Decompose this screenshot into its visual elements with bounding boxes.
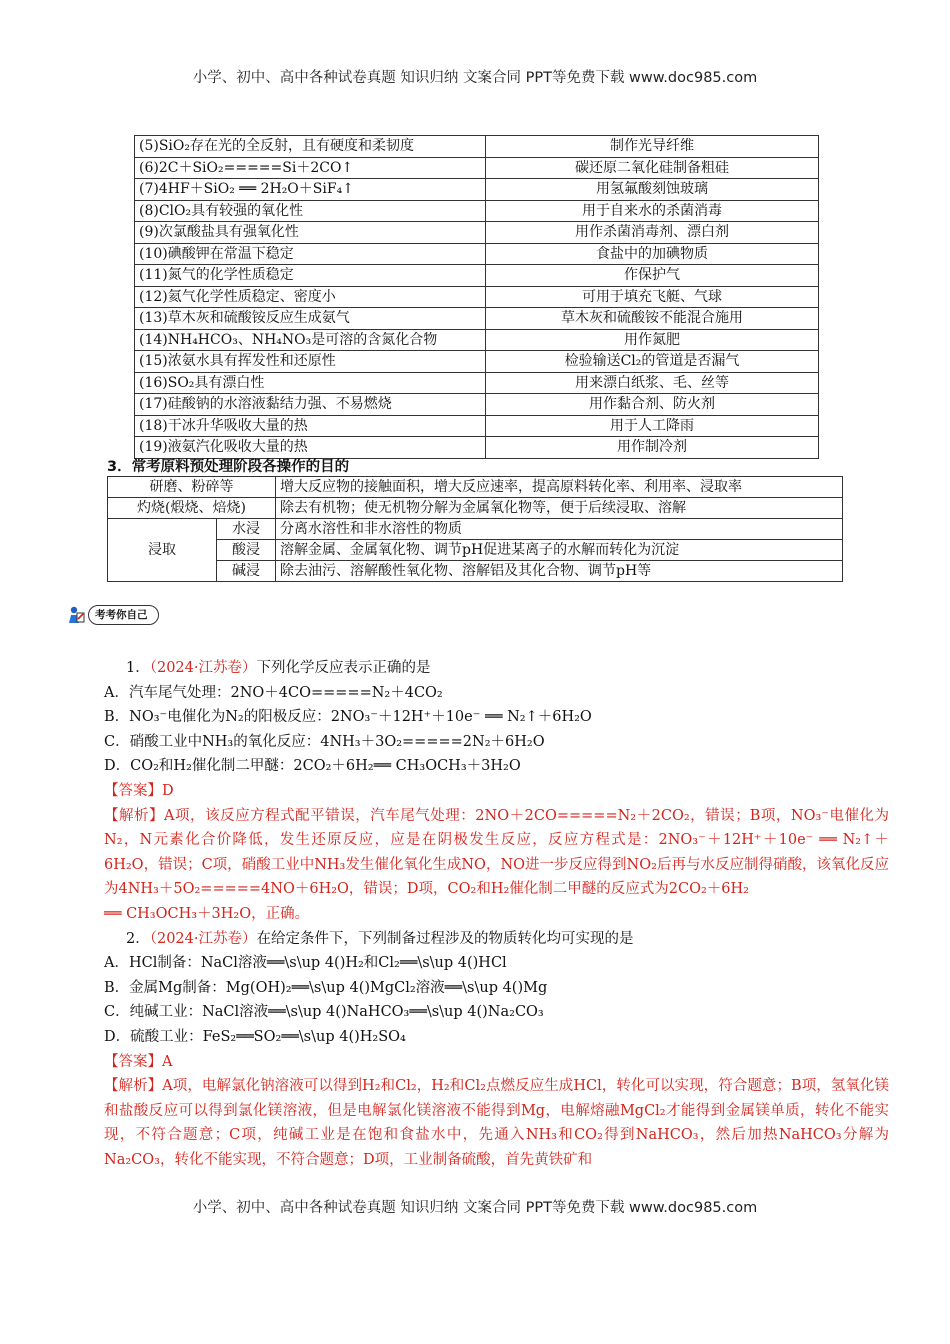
t2-val-acid: 溶解金属、金属氧化物、调节pH促进某离子的水解而转化为沉淀 [276, 540, 843, 561]
t2-val-water: 分离水溶性和非水溶性的物质 [276, 519, 843, 540]
property-cell: (7)4HF＋SiO₂ ══ 2H₂O＋SiF₄↑ [135, 179, 486, 201]
q2-number: 2． [126, 930, 150, 947]
property-cell: (15)浓氨水具有挥发性和还原性 [135, 351, 486, 373]
use-cell: 作保护气 [486, 265, 819, 287]
t2-val-roasting: 除去有机物；使无机物分解为金属氧化物等，便于后续浸取、溶解 [276, 498, 843, 519]
t2-sub-alkali: 碱浸 [217, 561, 276, 582]
use-cell: 用作黏合剂、防火剂 [486, 394, 819, 416]
property-row [135, 308, 819, 330]
q2-question: 在给定条件下，下列制备过程涉及的物质转化均可实现的是 [256, 930, 634, 947]
property-row [135, 372, 819, 394]
property-cell: (9)次氯酸盐具有强氧化性 [135, 222, 486, 244]
properties-uses-table [134, 135, 819, 459]
property-row [135, 222, 819, 244]
property-cell: (14)NH₄HCO₃、NH₄NO₃是可溶的含氮化合物 [135, 329, 486, 351]
property-row [135, 351, 819, 373]
t2-key-roasting: 灼烧(煅烧、焙烧) [108, 498, 276, 519]
property-cell: (11)氮气的化学性质稳定 [135, 265, 486, 287]
student-writing-icon [66, 605, 86, 625]
q1-analysis-end: ══ CH₃OCH₃＋3H₂O，正确。 [104, 905, 310, 922]
q1-question: 下列化学反应表示正确的是 [256, 660, 431, 676]
t2-sub-acid: 酸浸 [217, 540, 276, 561]
property-row [135, 329, 819, 351]
property-cell: (13)草木灰和硫酸铵反应生成氨气 [135, 308, 486, 330]
q2-source: （2024·江苏卷） [149, 930, 257, 947]
property-row [135, 179, 819, 201]
q1-stem [104, 656, 889, 681]
property-cell: (18)干冰升华吸收大量的热 [135, 415, 486, 437]
q1-option-c: C．硝酸工业中NH₃的氧化反应：4NH₃＋3O₂=====2N₂＋6H₂O [104, 733, 545, 750]
self-test-label: 考考你自己 [88, 605, 159, 625]
property-cell: (10)碘酸钾在常温下稳定 [135, 243, 486, 265]
self-test-badge [66, 604, 159, 626]
page-footer: 小学、初中、高中各种试卷真题 知识归纳 文案合同 PPT等免费下载 www.doc985.com [192, 1200, 758, 1216]
q2-stem [104, 927, 889, 952]
property-row [135, 394, 819, 416]
q2-option-d: D．硫酸工业：FeS₂══SO₂══\s\up 4()H₂SO₄ [104, 1028, 406, 1045]
property-cell: (8)ClO₂具有较强的氧化性 [135, 200, 486, 222]
property-cell: (12)氦气化学性质稳定、密度小 [135, 286, 486, 308]
property-cell: (16)SO₂具有漂白性 [135, 372, 486, 394]
use-cell: 检验输送Cl₂的管道是否漏气 [486, 351, 819, 373]
q1-number: 1． [126, 660, 150, 676]
use-cell: 用来漂白纸浆、毛、丝等 [486, 372, 819, 394]
property-row [135, 243, 819, 265]
t2-key-grinding: 研磨、粉碎等 [108, 477, 276, 498]
q1-option-d: D．CO₂和H₂催化制二甲醚：2CO₂＋6H₂══ CH₃OCH₃＋3H₂O [104, 758, 521, 775]
property-row [135, 157, 819, 179]
q1-option-b: B．NO₃⁻电催化为N₂的阳极反应：2NO₃⁻＋12H⁺＋10e⁻ ══ N₂↑＋6H₂O [104, 709, 592, 726]
use-cell: 用于自来水的杀菌消毒 [486, 200, 819, 222]
use-cell: 用氢氟酸刻蚀玻璃 [486, 179, 819, 201]
q1-option-a: A．汽车尾气处理：2NO＋4CO=====N₂＋4CO₂ [104, 684, 443, 701]
property-cell: (5)SiO₂存在光的全反射，且有硬度和柔韧度 [135, 136, 486, 158]
property-cell: (6)2C＋SiO₂=====Si＋2CO↑ [135, 157, 486, 179]
q1-source: （2024·江苏卷） [149, 660, 257, 676]
q1-answer: 【答案】D [104, 782, 174, 799]
pretreatment-table [107, 476, 843, 582]
property-row [135, 200, 819, 222]
property-row [135, 136, 819, 158]
q2-option-c: C．纯碱工业：NaCl溶液══\s\up 4()NaHCO₃══\s\up 4()Na₂CO₃ [104, 1004, 544, 1021]
q2-analysis: 【解析】A项，电解氯化钠溶液可以得到H₂和Cl₂，H₂和Cl₂点燃反应生成HCl，转化可以实现，符合题意；B项，氢氧化镁和盐酸反应可以得到氯化镁溶液，但是电解氯化镁溶液不能得到Mg，电解熔融MgCl₂才能得到金属镁单质，转化不能实现，不符合题意；C项，纯碱工业是在饱和食盐水中，先通入NH₃和CO₂得到NaHCO₃，然后加热NaHCO₃分解为Na₂CO₃，转化不能实现，不符合题意；D项，工业制备硫酸，首先黄铁矿和 [104, 1078, 889, 1168]
section-3-title: 3．常考原料预处理阶段各操作的目的 [107, 459, 350, 475]
use-cell: 碳还原二氧化硅制备粗硅 [486, 157, 819, 179]
exercises [104, 656, 889, 1172]
use-cell: 食盐中的加碘物质 [486, 243, 819, 265]
use-cell: 可用于填充飞艇、气球 [486, 286, 819, 308]
t2-val-alkali: 除去油污、溶解酸性氧化物、溶解铝及其化合物、调节pH等 [276, 561, 843, 582]
property-row [135, 286, 819, 308]
use-cell: 用作氮肥 [486, 329, 819, 351]
t2-val-grinding: 增大反应物的接触面积，增大反应速率，提高原料转化率、利用率、浸取率 [276, 477, 843, 498]
use-cell: 用作制冷剂 [486, 437, 819, 459]
q2-option-b: B．金属Mg制备：Mg(OH)₂══\s\up 4()MgCl₂溶液══\s\up 4()Mg [104, 979, 548, 996]
t2-sub-water: 水浸 [217, 519, 276, 540]
use-cell: 制作光导纤维 [486, 136, 819, 158]
property-row [135, 415, 819, 437]
use-cell: 用作杀菌消毒剂、漂白剂 [486, 222, 819, 244]
use-cell: 用于人工降雨 [486, 415, 819, 437]
t2-key-leaching: 浸取 [108, 519, 217, 582]
q1-analysis: 【解析】A项，该反应方程式配平错误，汽车尾气处理：2NO＋2CO=====N₂＋2CO₂，错误；B项，NO₃⁻电催化为N₂，N元素化合价降低，发生还原反应，应是在阴极发生反应，反应方程式是：2NO₃⁻＋12H⁺＋10e⁻ ══ N₂↑＋6H₂O，错误；C项，硝酸工业中NH₃发生催化氧化生成NO，NO进一步反应得到NO₂后再与水反应制得硝酸，该氧化反应为4NH₃＋5O₂=====4NO＋6H₂O，错误；D项，CO₂和H₂催化制二甲醚的反应式为2CO₂＋6H₂ [104, 807, 889, 898]
q2-option-a: A．HCl制备：NaCl溶液══\s\up 4()H₂和Cl₂══\s\up 4()HCl [104, 955, 507, 972]
use-cell: 草木灰和硫酸铵不能混合施用 [486, 308, 819, 330]
q2-answer: 【答案】A [104, 1053, 173, 1070]
property-cell: (17)硅酸钠的水溶液黏结力强、不易燃烧 [135, 394, 486, 416]
property-cell: (19)液氨汽化吸收大量的热 [135, 437, 486, 459]
page-header: 小学、初中、高中各种试卷真题 知识归纳 文案合同 PPT等免费下载 www.doc985.com [192, 70, 758, 86]
property-row [135, 265, 819, 287]
